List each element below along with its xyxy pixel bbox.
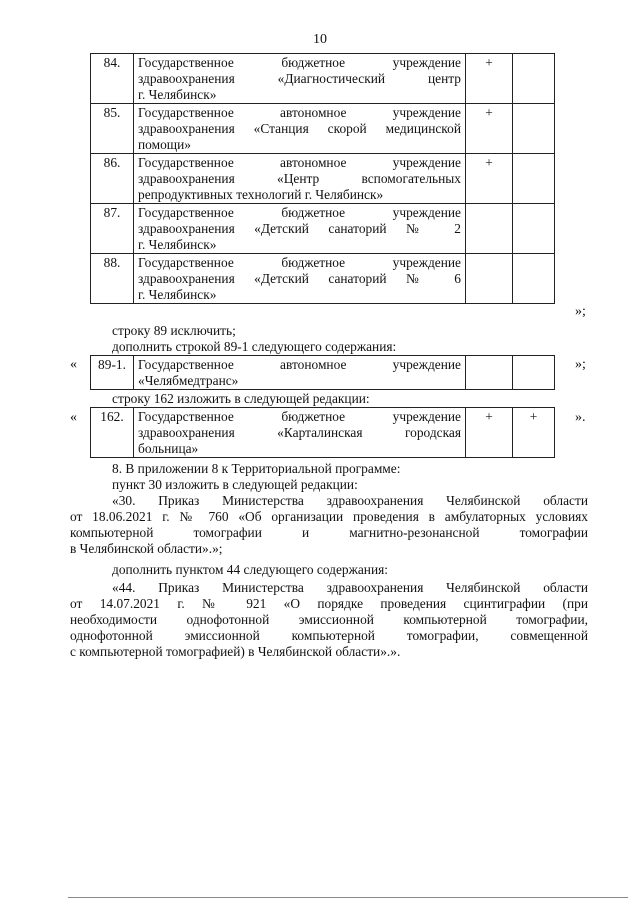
institution-name: Государственное бюджетное учреждение здравоохранения «Диагностический центр г. Челябинск» xyxy=(134,54,466,104)
paragraph-44-intro: дополнить пунктом 44 следующего содержания: xyxy=(112,562,389,577)
paragraph-30-intro: пункт 30 изложить в следующей редакции: xyxy=(112,477,358,492)
mark-cell-1: + xyxy=(466,154,513,204)
table-row xyxy=(91,154,555,204)
mark-cell-2 xyxy=(513,204,555,254)
instruction-exclude-89: строку 89 исключить; xyxy=(112,323,236,338)
footer-divider xyxy=(68,897,628,898)
row-number: 89-1. xyxy=(91,356,134,390)
mark-cell-1: + xyxy=(466,54,513,104)
row-number: 86. xyxy=(91,154,134,204)
row-89-1-table xyxy=(90,355,555,390)
closing-quote-89-1: »; xyxy=(575,357,586,372)
institution-name: Государственное бюджетное учреждение здравоохранения «Карталинская городская больница» xyxy=(134,408,466,458)
table-row xyxy=(91,54,555,104)
opening-quote-89-1: « xyxy=(70,357,77,372)
mark-cell-2 xyxy=(513,154,555,204)
mark-cell-2 xyxy=(513,254,555,304)
mark-cell-2 xyxy=(513,104,555,154)
table-row xyxy=(91,356,555,390)
table-row xyxy=(91,104,555,154)
mark-cell-1: + xyxy=(466,408,513,458)
paragraph-8: 8. В приложении 8 к Территориальной программе: xyxy=(112,461,401,476)
institution-name: Государственное бюджетное учреждение здравоохранения «Детский санаторий № 6 г. Челябинск» xyxy=(134,254,466,304)
mark-cell-1 xyxy=(466,204,513,254)
row-number: 162. xyxy=(91,408,134,458)
mark-cell-1 xyxy=(466,254,513,304)
paragraph-44-text: «44. Приказ Министерства здравоохранения Челябинской области от 14.07.2021 г. № 921 «О порядке проведения сцинтиграфии (при необходимости однофотонной эмиссионной компьютерной томографии, однофотонной эмиссионной компьютерной томографии, совмещенной с компьютерной томографией) в Челябинской области».». xyxy=(70,580,588,659)
row-number: 84. xyxy=(91,54,134,104)
table-row xyxy=(91,408,555,458)
mark-cell-1 xyxy=(466,356,513,390)
table-row xyxy=(91,254,555,304)
instruction-add-89-1: дополнить строкой 89-1 следующего содержания: xyxy=(112,339,397,354)
mark-cell-1: + xyxy=(466,104,513,154)
row-162-table xyxy=(90,407,555,458)
row-number: 87. xyxy=(91,204,134,254)
opening-quote-162: « xyxy=(70,410,77,425)
closing-quote-main: »; xyxy=(575,304,586,319)
institution-name: Государственное бюджетное учреждение здравоохранения «Детский санаторий № 2 г. Челябинск» xyxy=(134,204,466,254)
page-number: 10 xyxy=(313,32,327,47)
row-number: 85. xyxy=(91,104,134,154)
table-row xyxy=(91,204,555,254)
institution-name: Государственное автономное учреждение здравоохранения «Центр вспомогательных репродуктивных технологий г. Челябинск» xyxy=(134,154,466,204)
institution-name: Государственное автономное учреждение здравоохранения «Станция скорой медицинской помощи» xyxy=(134,104,466,154)
institution-name: Государственное автономное учреждение «Челябмедтранс» xyxy=(134,356,466,390)
mark-cell-2 xyxy=(513,54,555,104)
mark-cell-2: + xyxy=(513,408,555,458)
mark-cell-2 xyxy=(513,356,555,390)
main-table xyxy=(90,53,555,304)
instruction-162: строку 162 изложить в следующей редакции: xyxy=(112,391,370,406)
row-number: 88. xyxy=(91,254,134,304)
paragraph-30-text: «30. Приказ Министерства здравоохранения Челябинской области от 18.06.2021 г. № 760 «Об организации проведения в амбулаторных условиях компьютерной томографии и магнитно-резонансной томографии в Челябинской области».»; xyxy=(70,493,588,556)
closing-quote-162: ». xyxy=(575,410,586,425)
